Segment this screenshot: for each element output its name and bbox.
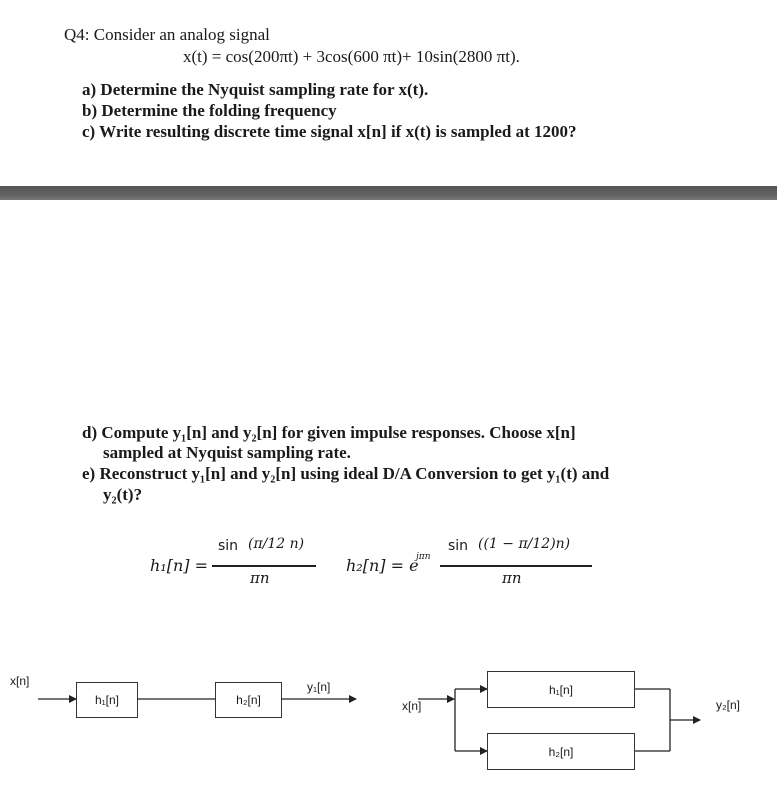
- series-block-h1-label: h₁[n]: [94, 693, 120, 707]
- question-title: Q4: Consider an analog signal: [64, 25, 270, 44]
- h2-exponent: jπn: [416, 552, 431, 562]
- series-input-label: x[n]: [10, 674, 30, 688]
- h2-lhs: h₂[n] = e: [346, 556, 419, 575]
- signal-equation: x(t) = cos(200πt) + 3cos(600 πt)+ 10sin(2800 πt).: [183, 47, 520, 66]
- part-b: b) Determine the folding frequency: [82, 101, 337, 120]
- part-d-line1: d) Compute y₁[n] and y₂[n] for given impulse responses. Choose x[n]: [82, 423, 576, 442]
- parallel-output-label: y₂[n]: [716, 698, 740, 712]
- h1-lhs: h₁[n] =: [150, 556, 208, 575]
- h1-arg: (π/12 n): [248, 536, 305, 552]
- series-block-h1: [76, 682, 138, 718]
- series-block-h2: [215, 682, 282, 718]
- h2-sin: sin: [448, 538, 469, 554]
- part-e-line1: e) Reconstruct y₁[n] and y₂[n] using ideal D/A Conversion to get y₁(t) and: [82, 464, 610, 483]
- h2-arg: ((1 − π/12)n): [478, 536, 571, 552]
- parallel-block-h2-label: h₂[n]: [548, 744, 574, 759]
- h1-sin: sin: [218, 538, 239, 554]
- part-a: a) Determine the Nyquist sampling rate for x(t).: [82, 80, 429, 99]
- parallel-block-h1: [487, 671, 635, 708]
- parallel-block-h1-label: h₁[n]: [548, 682, 574, 697]
- part-c: c) Write resulting discrete time signal x[n] if x(t) is sampled at 1200?: [82, 122, 577, 141]
- series-block-h2-label: h₂[n]: [236, 693, 261, 707]
- h1-denominator: πn: [250, 569, 270, 587]
- part-e-line2: y₂(t)?: [103, 485, 143, 504]
- parallel-block-h2: [487, 733, 635, 770]
- h2-denominator: πn: [502, 569, 522, 587]
- series-output-label: y₁[n]: [307, 680, 331, 694]
- parallel-input-label: x[n]: [402, 699, 422, 713]
- part-d-line2: sampled at Nyquist sampling rate.: [103, 443, 351, 462]
